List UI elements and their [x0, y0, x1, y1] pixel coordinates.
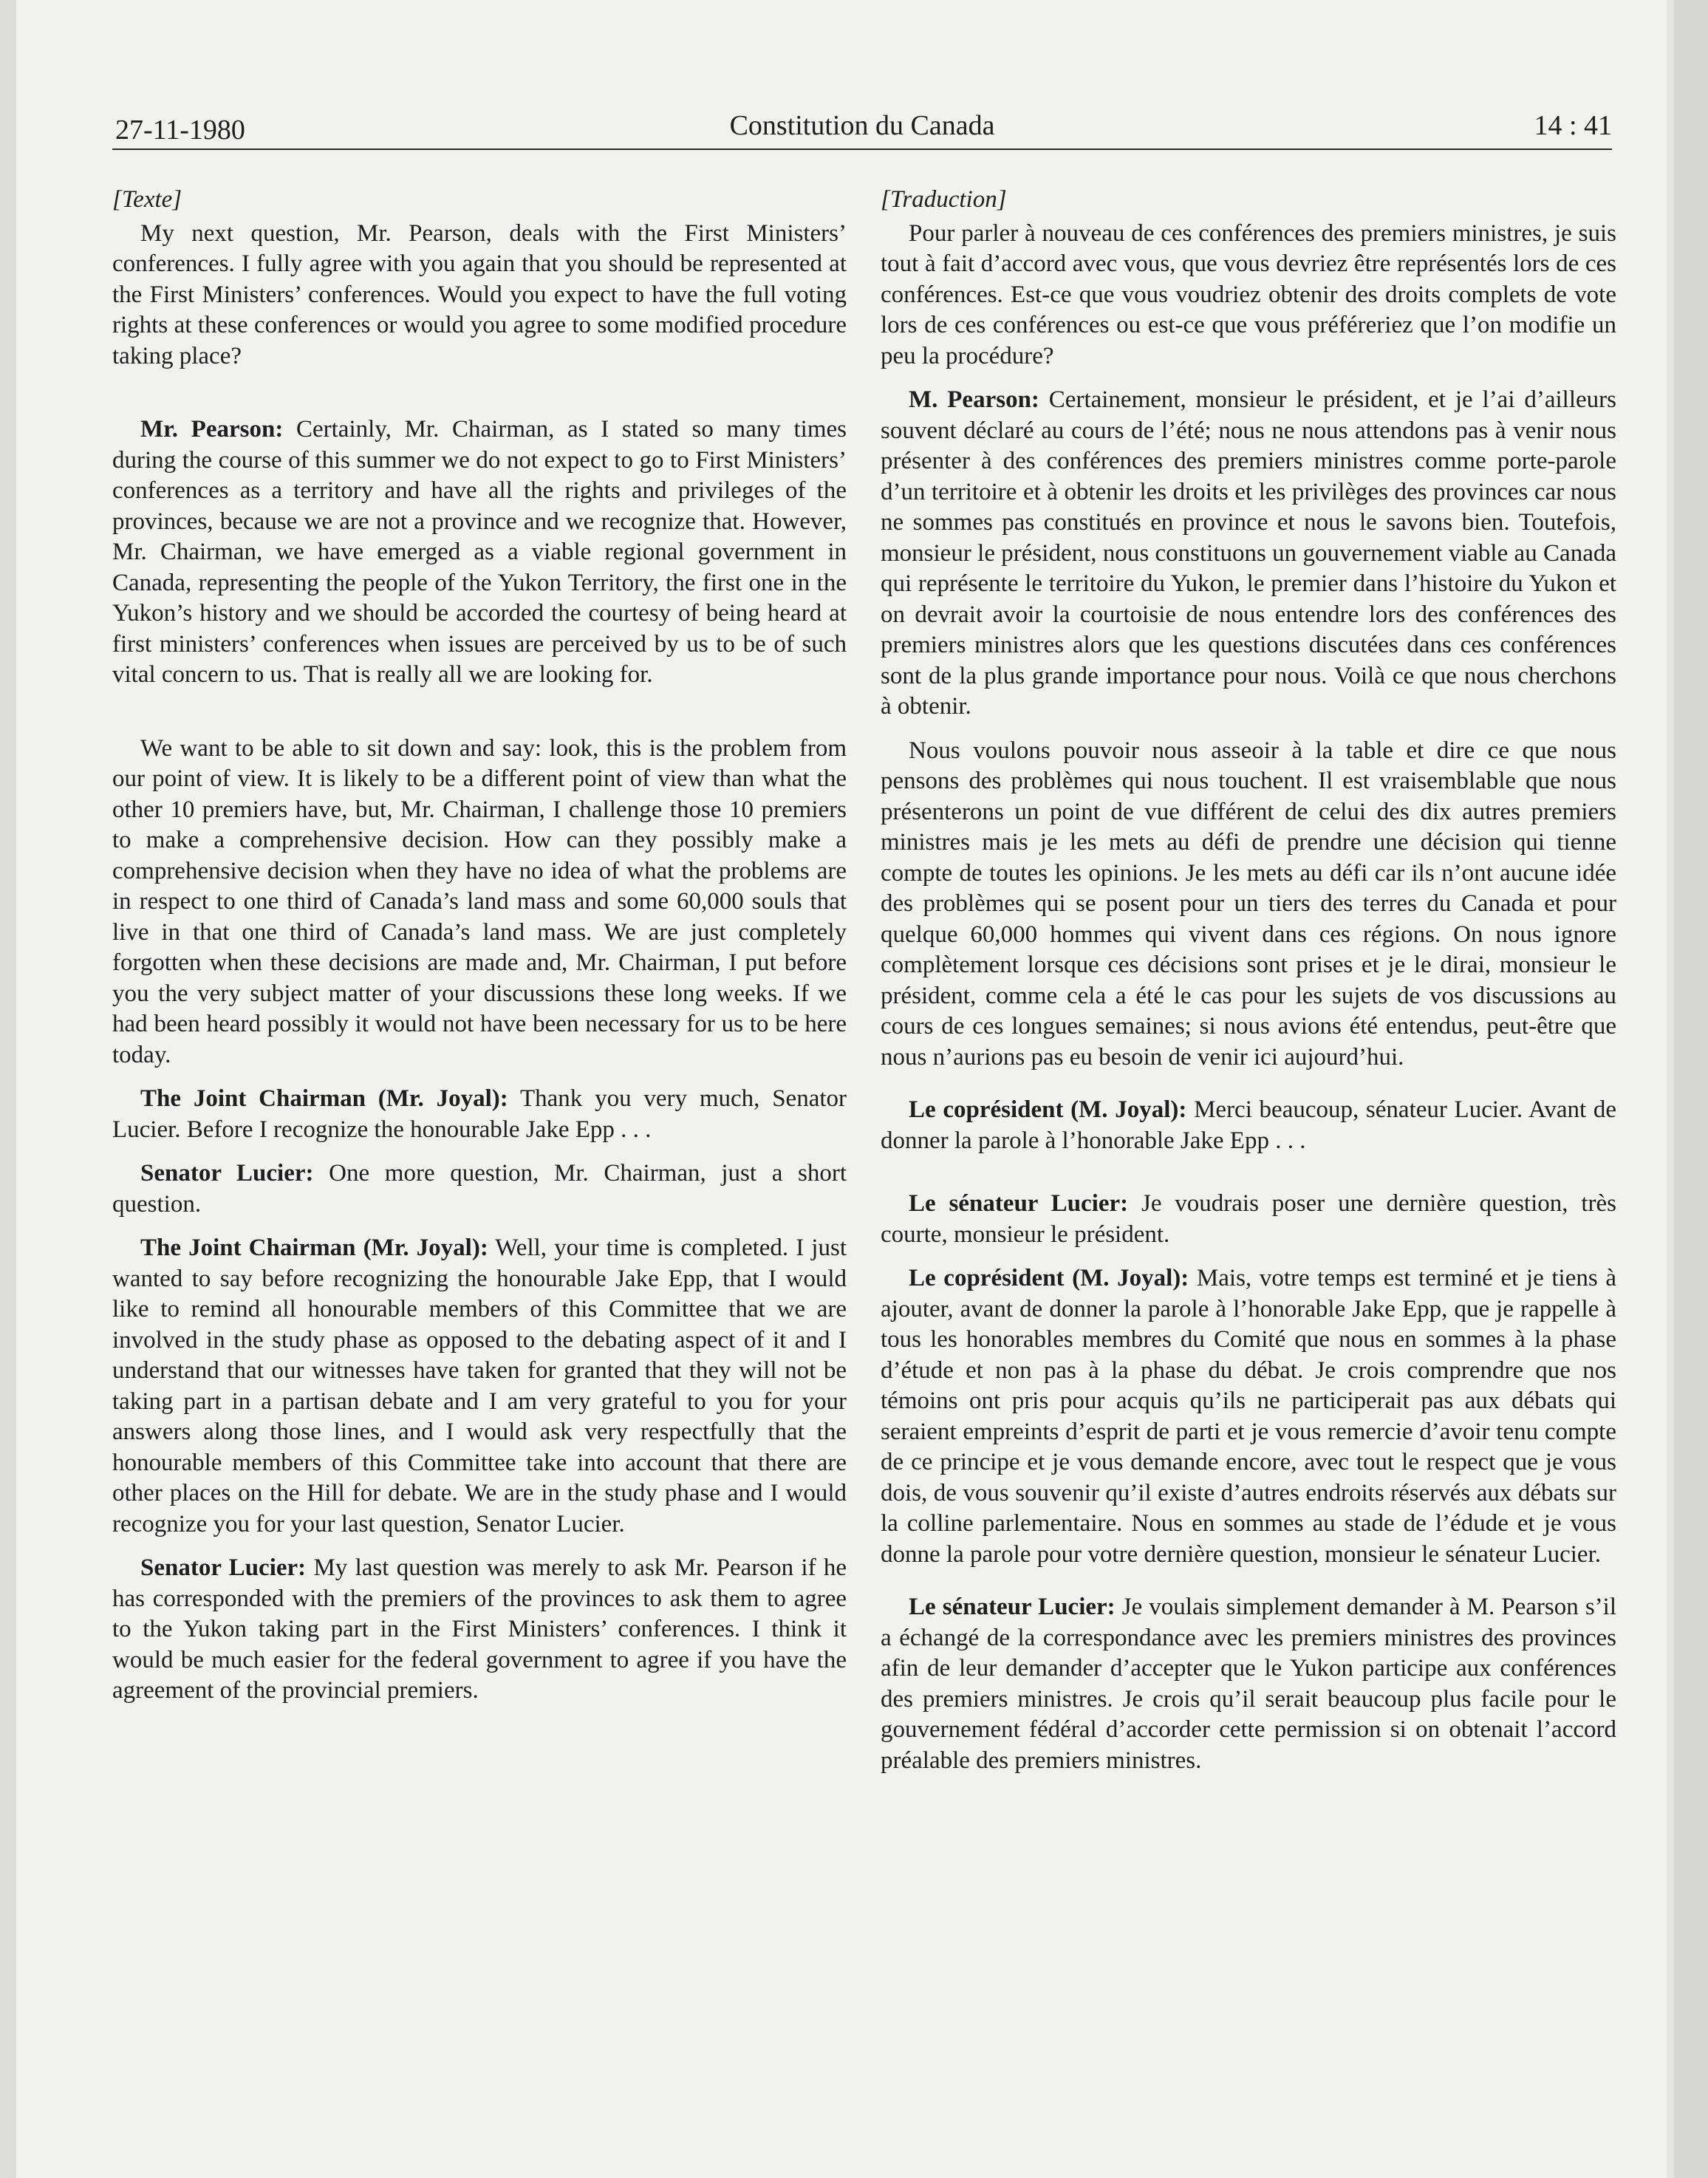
speaker: Le coprésident (M. Joyal): — [909, 1265, 1189, 1291]
speaker: Le coprésident (M. Joyal): — [909, 1096, 1187, 1123]
paragraph — [881, 1189, 1616, 1250]
paragraph-text: Je voudrais poser une dernière question, très courte, monsieur le président. — [881, 1190, 1616, 1248]
paragraph — [112, 219, 847, 372]
paragraph — [881, 1095, 1616, 1156]
paragraph-text: Je voulais simplement demander à M. Pearson s’il a échangé de la correspondance avec les premiers ministres des provinces afin de leur demander d’accepter que le Yukon participe aux conférences des premiers ministres. Je crois qu’il serait beaucoup plus facile pour le gouvernement fédéral d’accorder cette permission si on obtenait l’accord préalable des premiers ministres. — [881, 1594, 1616, 1774]
speaker: The Joint Chairman (Mr. Joyal): — [140, 1085, 508, 1112]
page-left-edge — [0, 0, 16, 2178]
paragraph-text: Thank you very much, Senator Lucier. Before I recognize the honourable Jake Epp . . . — [112, 1085, 847, 1143]
paragraph-text: My next question, Mr. Pearson, deals with the First Ministers’ conferences. I fully agree with you again that you should be represented at the First Ministers’ conferences. Would you expect to have the full voting rights at these conferences or would you agree to some modified procedure taking place? — [112, 219, 847, 369]
speaker: Senator Lucier: — [140, 1160, 314, 1187]
column-tag: [Traduction] — [881, 186, 1007, 213]
paragraph-text: Mais, votre temps est terminé et je tiens à ajouter, avant de donner la parole à l’honorable Jake Epp, que je rappelle à tous les honorables membres du Comité que nous en sommes à la phase d’étude et non pas à la phase du débat. Je crois comprendre que nos témoins ont pris pour acquis qu’ils ne participerait pas aux débats qui seraient empreints d’esprit de parti et je vous remercie d’avoir tenu compte de ce principe et je vous demande encore, avec tout le respect que je vous dois, de vous souvenir qu’il existe d’autres endroits réservés aux débats sur la colline parlementaire. Nous en sommes au stade de l’édude et je vous donne la parole pour votre dernière question, monsieur le sénateur Lucier. — [881, 1265, 1617, 1568]
paragraph-text: Certainly, Mr. Chairman, as I stated so many times during the course of this summer we do not expect to go to First Ministers’ conferences as a territory and have all the rights and privileges of the provinces, because we are not a province and we recognize that. However, Mr. Chairman, we have emerged as a viable regional government in Canada, representing the people of the Yukon Territory, the first one in the Yukon’s history and we should be accorded the courtesy of being heard at first ministers’ conferences when issues are perceived by us to be of such vital concern to us. That is really all we are looking for. — [112, 416, 847, 688]
speaker: Senator Lucier: — [140, 1554, 307, 1581]
header-title: Constitution du Canada — [729, 110, 995, 141]
paragraph-text: My last question was merely to ask Mr. Pearson if he has corresponded with the premiers of the provinces to ask them to agree to the Yukon taking part in the First Ministers’ conferences. I think it would be much easier for the federal government to agree if you have the agreement of the provincial premiers. — [112, 1554, 847, 1704]
page-right-edge — [1674, 0, 1708, 2178]
paragraph — [112, 1084, 847, 1145]
speaker: Le sénateur Lucier: — [909, 1594, 1116, 1620]
paragraph — [881, 736, 1616, 1073]
paragraph-text: Well, your time is completed. I just wanted to say before recognizing the honourable Jake Epp, that I would like to remind all honourable members of this Committee that we are involved in the study phase as opposed to the debating aspect of it and I understand that our witnesses have taken for granted that they will not be taking part in a partisan debate and I am very grateful to you for your answers along those lines, and I would ask very respectfully that the honourable members of this Committee take into account that there are other places on the Hill for debate. We are in the study phase and I would recognize you for your last question, Senator Lucier. — [112, 1235, 847, 1537]
paragraph-text: Pour parler à nouveau de ces conférences des premiers ministres, je suis tout à fait d’accord avec vous, que vous devriez être représentés lors de ces conférences. Est-ce que vous voudriez obtenir des droits complets de vote lors de ces conférences ou est-ce que vous préféreriez que l’on modifie un peu la procédure? — [881, 219, 1616, 369]
paragraph-text: Merci beaucoup, sénateur Lucier. Avant de donner la parole à l’honorable Jake Epp . . . — [881, 1096, 1616, 1154]
page-right-shade — [1667, 0, 1674, 2178]
english-column — [112, 185, 847, 1707]
header-rule — [112, 148, 1612, 150]
paragraph-text: We want to be able to sit down and say: look, this is the problem from our point of view. It is likely to be a different point of view than what the other 10 premiers have, but, Mr. Chairman, I challenge those 10 premiers to make a comprehensive decision. How can they possibly make a comprehensive decision when they have no idea of what the problems are in respect to one third of Canada’s land mass and some 60,000 souls that live in that one third of Canada’s land mass. We are just completely forgotten when these decisions are made and, Mr. Chairman, I put before you the very subject matter of your discussions these long weeks. If we had been heard possibly it would not have been necessary for us to be here today. — [112, 734, 847, 1068]
running-header — [112, 109, 1612, 146]
speaker: Le sénateur Lucier: — [909, 1190, 1129, 1217]
paragraph — [112, 1158, 847, 1220]
paragraph-text: One more question, Mr. Chairman, just a short question. — [112, 1160, 847, 1218]
speaker: M. Pearson: — [909, 386, 1039, 413]
paragraph — [112, 414, 847, 691]
speaker: The Joint Chairman (Mr. Joyal): — [140, 1235, 488, 1261]
paragraph — [881, 1263, 1616, 1570]
header-page-number: 14 : 41 — [1534, 110, 1612, 141]
paragraph-text: Certainement, monsieur le président, et je l’ai d’ailleurs souvent déclaré au cours de l’été; nous ne nous attendons pas à venir nous présenter à des conférences des premiers ministres comme porte-parole d’un territoire et à obtenir les droits et les privilèges des provinces car nous ne sommes pas constitués en province et nous le savons bien. Toutefois, monsieur le président, nous constituons un gouvernement viable au Canada qui représente le territoire du Yukon, le premier dans l’histoire du Yukon et on devrait avoir la courtoisie de nous entendre lors des conférences des premiers ministres alors que les questions discutées dans ces conférences sont de la plus grande importance pour nous. Voilà ce que nous cherchons à obtenir. — [881, 386, 1616, 720]
paragraph — [112, 1233, 847, 1540]
paragraph — [881, 1592, 1616, 1776]
paragraph — [881, 385, 1616, 723]
paragraph — [881, 219, 1616, 372]
column-tag: [Texte] — [112, 186, 182, 213]
french-column — [881, 185, 1616, 1776]
speaker: Mr. Pearson: — [140, 416, 284, 443]
header-date: 27-11-1980 — [115, 115, 245, 146]
paragraph-text: Nous voulons pouvoir nous asseoir à la table et dire ce que nous pensons des problèmes qui nous touchent. Il est vraisemblable que nous présenterons un point de vue différent de celui des dix autres premiers ministres mais je les mets au défi de prendre une décision qui tienne compte de toutes les opinions. Je les mets au défi car ils n’ont aucune idée des problèmes qui se posent pour un tiers des terres du Canada et pour quelque 60,000 hommes qui vivent dans ces régions. On nous ignore complètement lorsque ces décisions sont prises et je le dirai, monsieur le président, comme cela a été le cas pour les sujets de vos discussions au cours de ces longues semaines; si nous avions été entendus, peut-être que nous n’aurions pas eu besoin de venir ici aujourd’hui. — [881, 737, 1616, 1071]
paragraph — [112, 734, 847, 1071]
paragraph — [112, 1553, 847, 1707]
